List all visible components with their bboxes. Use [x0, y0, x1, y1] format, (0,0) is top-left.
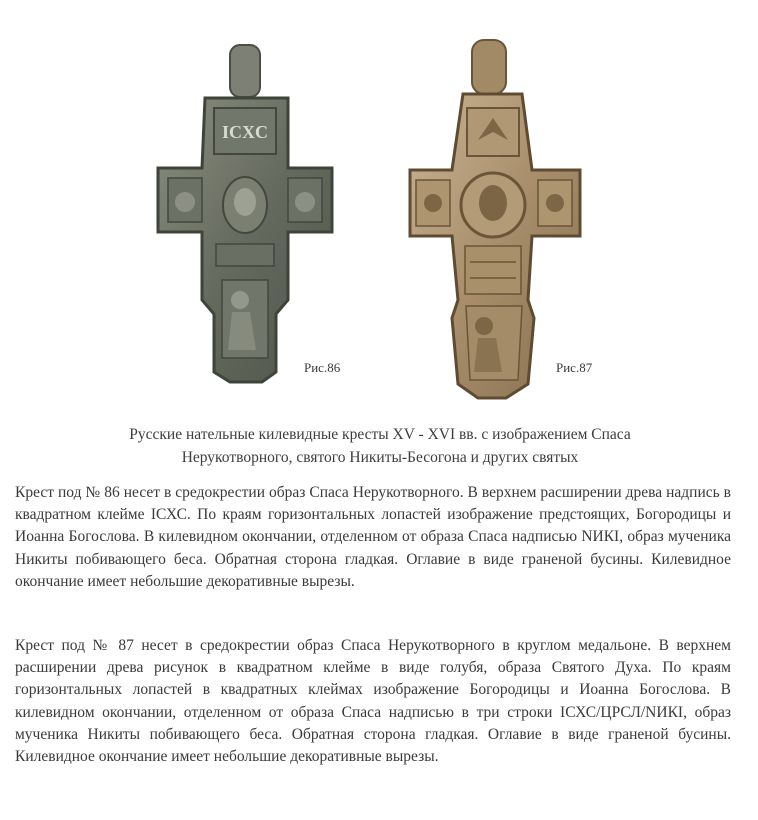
cross-87: [410, 40, 580, 398]
cross-86-inscription: ICXC: [221, 122, 269, 142]
figure-label-86: Рис.86: [304, 360, 341, 375]
paragraph-cross-87: Крест под № 87 несет в средокрестии образ Спаса Нерукотворного в круглом медальоне. В верхнем расширении древа рисунок в квадратном клейме в виде голубя, образа Святого Духа. По краям горизонтальных лопастей в квадратных клеймах изображение Богородицы и Иоанна Богослова. В килевидном окончании, отделенном от образа Спаса надписью в три строки ІСХС/ЦРСЛ/NИКІ, образ мученика Никиты побивающего беса. Обратная сторона гладкая. Оглавие в виде граненой бусины. Килевидное окончание имеет небольшие декоративные вырезы.: [15, 637, 731, 766]
caption-line-2: Нерукотворного, святого Никиты-Бесогона и других святых: [181, 449, 579, 466]
figure-label-87: Рис.87: [556, 360, 593, 375]
figure-caption: [30, 423, 730, 469]
cross-86: [158, 45, 332, 382]
paragraph-cross-86: Крест под № 86 несет в средокрестии образ Спаса Нерукотворного. В верхнем расширении древа надпись в квадратном клейме ІСХС. По краям горизонтальных лопастей изображение предстоящих, Богородицы и Иоанна Богослова. В килевидном окончании, отделенном от образа Спаса надписью NИКІ, образ мученика Никиты побивающего беса. Обратная сторона гладкая. Оглавие в виде граненой бусины. Килевидное окончание имеет небольшие декоративные вырезы.: [15, 484, 731, 590]
caption-line-1: Русские нательные килевидные кресты XV - XVI вв. с изображением Спаса: [129, 426, 631, 443]
